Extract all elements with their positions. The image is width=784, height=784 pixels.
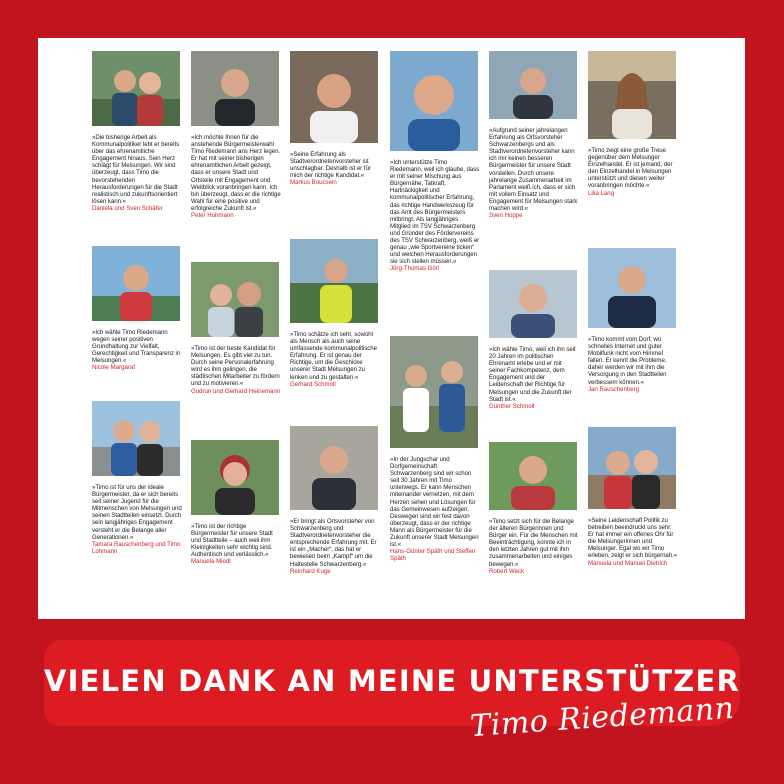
supporter-card xyxy=(489,442,579,575)
supporter-quote: »Timo zeigt eine große Treue gegenüber dem Melsunger Einzelhandel. Er ist jemand, der den Einzelhandel in Melsungen unterstützt und diesen weiter voranbringen möchte.« xyxy=(588,147,673,190)
supporter-quote: »Timo ist der richtige Bürgermeister für unsere Stadt und Stadtteile – auch weil ihm Kleinigkeiten sehr wichtig sind. Authentisch und verlässlich.« xyxy=(191,523,273,559)
supporter-name: Markus Boucsein xyxy=(290,179,337,187)
supporter-card xyxy=(588,51,678,197)
supporter-card xyxy=(489,51,579,219)
supporter-name: Hans-Günter Späth und Steffen Späth xyxy=(390,548,476,563)
supporter-quote: »Die bisherige Arbeit als Kommunalpolitiker lebt er bereits über das ehrenamtliche Engagement hinaus. Sein Herz schlägt für Melsungen. Wir sind überzeugt, dass Timo die bevorstehenden Herausforderungen für die Stadt realistisch und zukunftsorientiert lösen kann.« xyxy=(92,134,180,205)
supporter-card xyxy=(290,239,380,388)
supporter-photo xyxy=(489,442,577,510)
supporter-name: Nicole Margaraf xyxy=(92,364,136,372)
supporter-name: Tamara Rauschenberg und Timo Lohmann xyxy=(92,540,181,555)
supporter-photo xyxy=(92,401,180,476)
supporter-photo xyxy=(588,51,676,139)
supporter-photo xyxy=(489,51,577,119)
supporter-name: Jan Rauschenberg xyxy=(588,385,640,393)
supporter-photo xyxy=(588,427,676,509)
supporter-photo xyxy=(191,262,279,337)
supporter-quote: »Er bringt als Ortsvorsteher von Schwarzenberg und Stadtverordnetenvorsteher die entsprechende Erfahrung mit. Er ist ein „Macher“, das hat er bewiesen beim „Kampf“ um die Haltestelle Schwarzenberg.« xyxy=(290,518,377,568)
supporter-photo xyxy=(290,426,378,510)
supporter-card xyxy=(390,51,480,273)
supporter-photo xyxy=(191,51,279,126)
supporter-name: Peter Hohmann xyxy=(191,212,234,220)
supporter-quote: »Ich wähle Timo, weil ich ihn seit 20 Jahren im politischen Ehrenamt erlebe und er mit seiner Fachkompetenz, dem Engagement und der Leidenschaft der Richtige für Melsungen und die Zukunft der Stadt ist.« xyxy=(489,346,576,403)
supporter-card xyxy=(92,246,182,372)
supporter-quote: »Timo ist der beste Kandidat für Melsungen. Es gibt viel zu tun. Durch seine Personalerfahrung wird es ihm gelingen, die städtischen Mitarbeiter zu fördern und zu motivieren.« xyxy=(191,345,280,388)
supporter-name: Daniela und Sven Schäfer xyxy=(92,204,163,212)
supporter-card xyxy=(588,248,678,393)
supporter-photo xyxy=(92,246,180,321)
supporter-name: Gerhard Schmoll xyxy=(290,380,336,388)
supporter-photo xyxy=(588,248,676,328)
supporter-photo xyxy=(390,51,478,151)
supporter-name: Reinhard Kuge xyxy=(290,567,331,575)
supporter-photo xyxy=(290,239,378,323)
supporter-quote: »Timo schätze ich sehr, sowohl als Mensch als auch seine umfassende kommunalpolitische Erfahrung. Er ist genau der Richtige, um die Geschicke unserer Stadt Melsungen zu lenken und zu gestalten.« xyxy=(290,331,377,381)
supporter-photo xyxy=(92,51,180,126)
supporter-name: Manuela Miedl xyxy=(191,558,231,566)
banner-title: VIELEN DANK AN MEINE UNTERSTÜTZER xyxy=(43,664,740,698)
supporter-name: Jörg-Thomas Görl xyxy=(390,265,440,273)
supporter-card xyxy=(390,336,480,562)
supporter-card xyxy=(191,51,281,219)
supporter-card xyxy=(588,427,678,567)
supporters-panel xyxy=(38,38,745,619)
supporter-name: Lilia Lang xyxy=(588,189,615,197)
supporter-card xyxy=(92,401,182,555)
supporter-quote: »Ich wähle Timo Riedemann wegen seiner positiven Grundhaltung zur Vielfalt, Gerechtigkeit und Transparenz in Melsungen.« xyxy=(92,329,181,365)
supporter-quote: »In der Jungschar und Dorfgemeinschaft Schwarzenberg sind wir schon seit 30 Jahren mit Timo unterwegs. Er kann Menschen miteinander vernetzen, mit dem Herzen sehen und Lösungen für das Gemeinwesen aufzeigen. Deswegen sind wir fest davon überzeugt, dass er der richtige Mann als Bürgermeister für die Zukunft unserer Stadt Melsungen ist.« xyxy=(390,456,479,549)
supporter-quote: »Seine Erfahrung als Stadtverordnetenvorsteher ist unschlagbar. Deshalb ist er für mich der richtige Kandidat.« xyxy=(290,151,371,180)
supporter-quote: »Timo setzt sich für die Belange der älteren Bürgerinnen und Bürger ein. Für die Menschen mit Beeinträchtigung, konnte ich in den letzten Jahren gut mit ihm zusammenarbeiten und einiges bewegen.« xyxy=(489,518,578,568)
supporter-photo xyxy=(191,440,279,515)
supporter-quote: »Seine Leidenschaft Politik zu betreiben beeindruckt uns sehr. Er hat immer ein offenes Ohr für die Melsungerinnen und Melsunger. Egal wo wir Timo erleben, zeigt er sich bürgernah.« xyxy=(588,517,678,560)
supporter-name: Manuela und Manuel Dietrich xyxy=(588,559,668,567)
supporter-photo xyxy=(489,270,577,338)
supporter-quote: »Timo kommt vom Dorf, wo schnelles Internet und guter Mobilfunk nicht vom Himmel fallen. Er kennt die Probleme, daher werden wir mit ihm die Versorgung in den Stadtteilen verbessern können.« xyxy=(588,336,667,386)
supporter-name: Gudrun und Gerhard Heinemann xyxy=(191,387,281,395)
supporter-card xyxy=(92,51,182,212)
supporter-card xyxy=(191,440,281,566)
supporter-card xyxy=(489,270,579,410)
supporter-card xyxy=(290,51,380,186)
supporter-quote: »Ich möchte Ihnen für die anstehende Bürgermeisterwahl Timo Riedemann ans Herz legen. Er hat mit seiner bisherigen ehrenamtlichen Arbeit gezeigt, dass er unsere Stadt und Ortsteile mit Engagement und Weitblick voranbringen kann. Ich bin überzeugt, dass er die richtige Wahl für eine positive und erfolgreiche Zukunft ist.« xyxy=(191,134,281,212)
supporter-card xyxy=(191,262,281,395)
signature-text: Timo Riedemann xyxy=(469,690,736,745)
supporter-name: Sven Hoppe xyxy=(489,212,523,220)
supporter-quote: »Timo ist für uns der ideale Bürgermeister, da er sich bereits seit seiner Jugend für die Mitmenschen von Melsungen und seinen Stadtteilen einsetzt. Durch sein langjähriges Engagement versteht er die Belange aller Generationen.« xyxy=(92,484,182,541)
supporter-name: Robert Weck xyxy=(489,567,525,575)
supporter-name: Günther Schmoll xyxy=(489,402,535,410)
supporter-photo xyxy=(290,51,378,143)
supporter-quote: »Aufgrund seiner jahrelangen Erfahrung als Ortsvorsteher Schwarzenbergs und als Stadtverordnetenvorsteher kann ich mir keinen besseren Bürgermeister für unsere Stadt vorstellen. Durch unsere jahrelange Zusammenarbeit im Parlament weiß ich, dass er sich mit vollem Einsatz und Engagement für Melsungen stark machen wird.« xyxy=(489,127,578,213)
supporter-card xyxy=(290,426,380,575)
supporter-photo xyxy=(390,336,478,448)
supporter-quote: »Ich unterstütze Timo Riedemann, weil ich glaube, dass er mit seiner Mischung aus Bürgernähe, Tatkraft, Hartnäckigkeit und kommunalpolitischer Erfahrung, das richtige Handwerkszeug für das Amt des Bürgermeisters mitbringt. Als langjähriges Mitglied im TSV Schwarzenberg und Gründer des Fördervereins des TSV Schwarzenberg, weiß er genau „wie Sportvereine ticken“ und welchen Herausforderungen sie sich stellen müssen.« xyxy=(390,159,480,266)
